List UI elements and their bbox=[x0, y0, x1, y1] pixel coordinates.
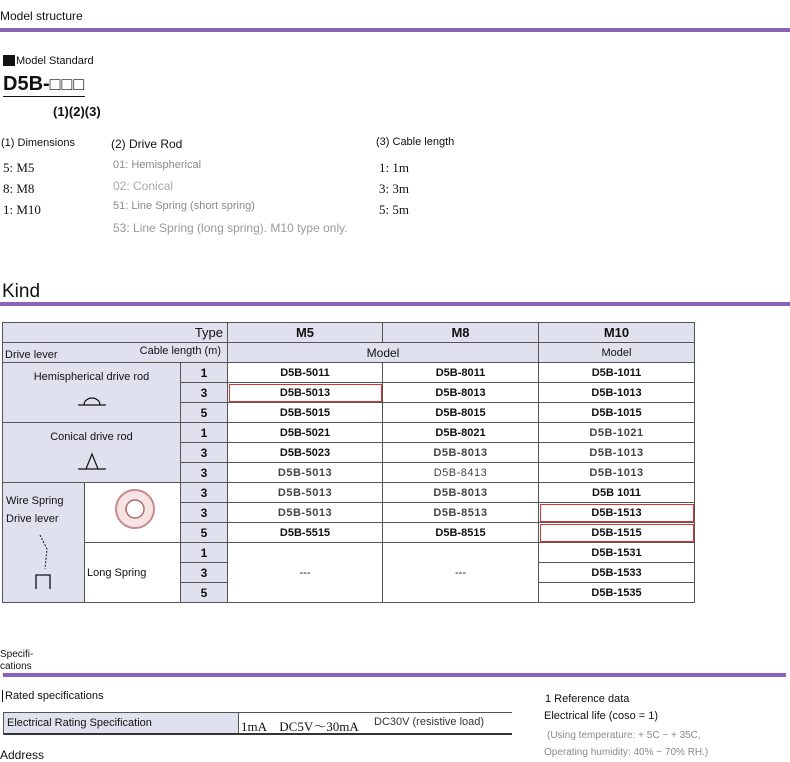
group-label: Wire Spring bbox=[6, 495, 64, 507]
cable-length-cell: 5 bbox=[181, 403, 228, 423]
section-title-kind: Kind bbox=[2, 281, 41, 302]
cable-length-item: 1: 1m bbox=[379, 160, 409, 175]
address-label: Address bbox=[0, 748, 45, 762]
group-label: Long Spring bbox=[85, 543, 181, 603]
section-divider bbox=[0, 28, 790, 32]
group-hemispherical bbox=[3, 363, 181, 423]
cable-length-label: Cable length (m) bbox=[139, 345, 221, 357]
model-cell: D5B-1013 bbox=[539, 383, 695, 403]
model-positions: (1)(2)(3) bbox=[53, 104, 101, 119]
cable-length-cell: 3 bbox=[181, 383, 228, 403]
model-cell: D5B-5013 bbox=[228, 483, 383, 503]
model-cell: D5B-8013 bbox=[383, 483, 539, 503]
model-cell: D5B-1533 bbox=[539, 563, 695, 583]
model-cell: D5B-5015 bbox=[228, 403, 383, 423]
drive-rod-item: 53: Line Spring (long spring). M10 type only. bbox=[113, 221, 348, 235]
hemispherical-rod-icon bbox=[77, 395, 107, 407]
model-cell: D5B-1515 bbox=[539, 523, 695, 543]
drive-lever-cable-header bbox=[3, 343, 228, 363]
conical-rod-icon bbox=[77, 451, 107, 471]
cable-length-cell: 5 bbox=[181, 583, 228, 603]
model-cell: D5B-5515 bbox=[228, 523, 383, 543]
model-cell: D5B-5011 bbox=[228, 363, 383, 383]
model-cell: D5B-8515 bbox=[383, 523, 539, 543]
humidity-note: Operating humidity: 40% ~ 70% RH.) bbox=[544, 747, 709, 758]
model-cell: D5B-5013 bbox=[228, 463, 383, 483]
specs-title-line: Specifi- bbox=[0, 649, 34, 660]
cable-length-cell: 3 bbox=[181, 463, 228, 483]
section-title-specifications bbox=[0, 649, 33, 673]
cable-length-cell: 5 bbox=[181, 523, 228, 543]
group-label: Conical drive rod bbox=[50, 431, 133, 443]
model-boxes: □□□ bbox=[49, 74, 86, 94]
model-cell: D5B-1513 bbox=[539, 503, 695, 523]
model-cell: D5B-1013 bbox=[539, 443, 695, 463]
drive-rod-item: 02: Conical bbox=[113, 179, 174, 193]
wire-spring-photo bbox=[85, 483, 181, 543]
kind-table bbox=[2, 322, 695, 603]
column-header-m5: M5 bbox=[228, 323, 383, 343]
model-cell: D5B-8013 bbox=[383, 443, 539, 463]
model-cell: D5B-5023 bbox=[228, 443, 383, 463]
column-header-m10: M10 bbox=[539, 323, 695, 343]
type-header: Type bbox=[3, 323, 228, 343]
rated-specifications-label: Rated specifications bbox=[2, 690, 103, 702]
cable-length-cell: 3 bbox=[181, 503, 228, 523]
section-divider bbox=[3, 673, 786, 677]
electrical-rating-header bbox=[3, 712, 239, 735]
model-cell: D5B-8413 bbox=[383, 463, 539, 483]
model-cell: D5B-1535 bbox=[539, 583, 695, 603]
dimension-item: 5: M5 bbox=[3, 160, 35, 175]
drive-lever-label: Drive lever bbox=[5, 349, 58, 361]
reference-data-title: 1 Reference data bbox=[545, 693, 630, 705]
model-cell: D5B-8015 bbox=[383, 403, 539, 423]
model-header: Model bbox=[539, 343, 695, 363]
dimension-item: 8: M8 bbox=[3, 181, 35, 196]
electrical-rating-extra: DC30V (resistive load) bbox=[374, 716, 485, 728]
cable-length-cell: 1 bbox=[181, 543, 228, 563]
cable-length-cell: 3 bbox=[181, 443, 228, 463]
cable-length-cell: 3 bbox=[181, 563, 228, 583]
electrical-rating-value: 1mA DC5V～30mA bbox=[241, 719, 359, 734]
model-cell: D5B-5013 bbox=[228, 383, 383, 403]
cable-length-cell: 1 bbox=[181, 423, 228, 443]
electrical-life-label: Electrical life (coso = 1) bbox=[544, 710, 659, 722]
square-bullet-icon bbox=[3, 55, 15, 66]
section-title-model-structure: Model structure bbox=[0, 9, 83, 23]
cable-length-item: 5: 5m bbox=[379, 202, 409, 217]
model-header: Model bbox=[228, 343, 539, 363]
group-label: Drive lever bbox=[6, 513, 59, 525]
model-cell: D5B-1013 bbox=[539, 463, 695, 483]
group-conical bbox=[3, 423, 181, 483]
model-cell: D5B-8013 bbox=[383, 383, 539, 403]
model-cell: D5B-8513 bbox=[383, 503, 539, 523]
model-cell: D5B-1011 bbox=[539, 363, 695, 383]
cable-length-item: 3: 3m bbox=[379, 181, 409, 196]
dimensions-list bbox=[3, 157, 41, 220]
model-cell: D5B 1011 bbox=[539, 483, 695, 503]
cable-length-list bbox=[379, 157, 409, 220]
spring-rod-photo-icon bbox=[111, 487, 159, 531]
drive-rod-item: 51: Line Spring (short spring) bbox=[113, 200, 255, 212]
model-cell: D5B-5013 bbox=[228, 503, 383, 523]
cable-length-cell: 1 bbox=[181, 363, 228, 383]
specs-title-line: cations bbox=[0, 661, 32, 672]
electrical-rating-label: Electrical Rating Specification bbox=[7, 717, 152, 729]
model-standard-label: Model Standard bbox=[16, 55, 94, 67]
drive-rod-title: (2) Drive Rod bbox=[111, 137, 183, 151]
group-label: Hemispherical drive rod bbox=[33, 371, 150, 383]
model-cell: D5B-5021 bbox=[228, 423, 383, 443]
drive-rod-item: 01: Hemispherical bbox=[113, 159, 202, 171]
temperature-note: (Using temperature: + 5C ~ + 35C, bbox=[547, 730, 701, 741]
model-cell: D5B-8021 bbox=[383, 423, 539, 443]
electrical-rating-value-cell bbox=[238, 712, 512, 735]
section-divider bbox=[0, 302, 790, 306]
model-cell: D5B-8011 bbox=[383, 363, 539, 383]
cable-length-title: (3) Cable length bbox=[376, 136, 455, 148]
wire-spring-lever-icon bbox=[31, 533, 61, 589]
model-prefix: D5B- bbox=[3, 73, 50, 95]
empty-cell: --- bbox=[228, 543, 383, 603]
model-cell: D5B-1021 bbox=[539, 423, 695, 443]
dimension-item: 1: M10 bbox=[3, 202, 41, 217]
model-cell: D5B-1531 bbox=[539, 543, 695, 563]
group-wire-spring bbox=[3, 483, 85, 603]
model-code bbox=[3, 73, 85, 97]
cable-length-cell: 3 bbox=[181, 483, 228, 503]
dimensions-title: (1) Dimensions bbox=[1, 137, 75, 149]
column-header-m8: M8 bbox=[383, 323, 539, 343]
empty-cell: --- bbox=[383, 543, 539, 603]
model-cell: D5B-1015 bbox=[539, 403, 695, 423]
